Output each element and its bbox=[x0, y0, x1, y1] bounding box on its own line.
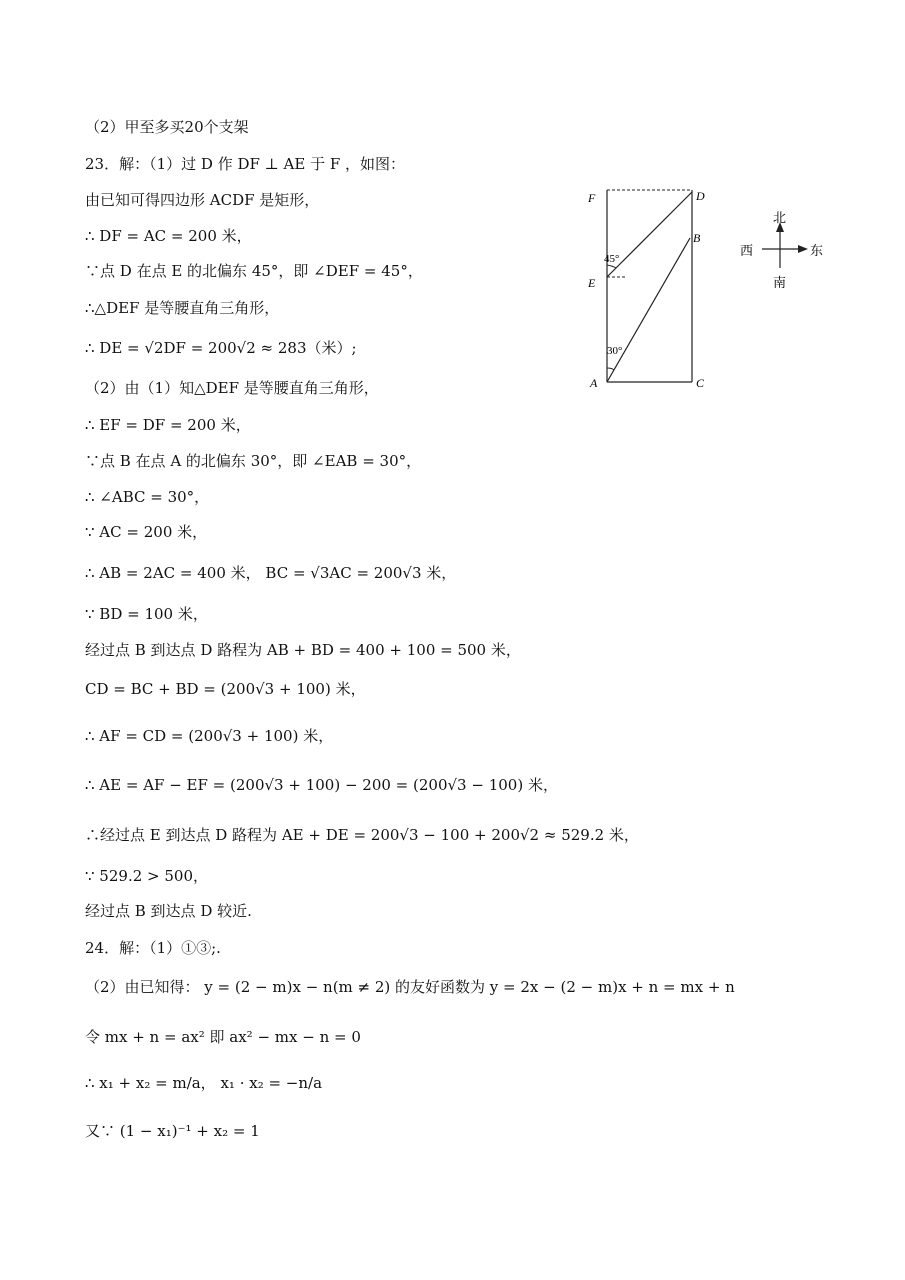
segment-ed bbox=[607, 192, 692, 277]
text-line: （2）由（1）知△DEF 是等腰直角三角形， bbox=[85, 379, 379, 397]
label-d: D bbox=[696, 189, 705, 203]
text-line: 经过点 B 到达点 D 路程为 AB + BD = 400 + 100 = 500 米， bbox=[85, 641, 521, 659]
text-line: 经过点 B 到达点 D 较近. bbox=[85, 902, 252, 920]
label-a: A bbox=[590, 376, 598, 390]
text-line: 由已知可得四边形 ACDF 是矩形， bbox=[85, 191, 320, 209]
angle-arc-a bbox=[607, 368, 614, 370]
compass-north: 北 bbox=[773, 210, 787, 225]
angle-arc-e bbox=[607, 265, 616, 268]
text-line: ∴ AB = 2AC = 400 米， BC = √3AC = 200√3 米， bbox=[85, 564, 457, 582]
text-line: ∴ DE = √2DF = 200√2 ≈ 283（米）; bbox=[85, 339, 357, 357]
text-line: 23．解：（1）过 D 作 DF ⊥ AE 于 F ，如图： bbox=[85, 155, 406, 173]
text-line: ∴△DEF 是等腰直角三角形， bbox=[85, 299, 280, 317]
label-angle-30: 30° bbox=[607, 345, 623, 357]
compass-rose bbox=[736, 210, 826, 290]
text-line: ∵ AC = 200 米， bbox=[85, 523, 208, 541]
label-e: E bbox=[588, 276, 596, 290]
label-c: C bbox=[696, 376, 705, 390]
text-line: 令 mx + n = ax² 即 ax² − mx − n = 0 bbox=[85, 1028, 361, 1046]
text-line: （2）由已知得： y = (2 − m)x − n(m ≠ 2) 的友好函数为 y = 2x − (2 − m)x + n = mx + n bbox=[85, 978, 735, 996]
label-b: B bbox=[693, 231, 701, 245]
text-line: ∵ 529.2 > 500， bbox=[85, 867, 208, 885]
text-line: ∵ BD = 100 米， bbox=[85, 605, 208, 623]
text-line: ∵点 D 在点 E 的北偏东 45°，即 ∠DEF = 45°， bbox=[85, 262, 423, 280]
text-line: ∴ DF = AC = 200 米， bbox=[85, 227, 252, 245]
label-angle-45: 45° bbox=[604, 253, 620, 265]
text-line: ∴ ∠ABC = 30°， bbox=[85, 488, 210, 506]
text-line: 24．解：（1）①③;. bbox=[85, 939, 221, 957]
text-line: CD = BC + BD = (200√3 + 100) 米， bbox=[85, 680, 366, 698]
text-line: ∴ AF = CD = (200√3 + 100) 米， bbox=[85, 727, 334, 745]
east-arrow-icon bbox=[798, 245, 808, 253]
compass-east: 东 bbox=[810, 243, 824, 258]
segment-ab bbox=[607, 238, 690, 382]
text-line: ∴ AE = AF − EF = (200√3 + 100) − 200 = (200√3 − 100) 米， bbox=[85, 776, 558, 794]
text-line: ∴ EF = DF = 200 米， bbox=[85, 416, 251, 434]
text-line: ∴ x₁ + x₂ = m/a， x₁ · x₂ = −n/a bbox=[85, 1074, 323, 1092]
text-line: 又∵ (1 − x₁)⁻¹ + x₂ = 1 bbox=[85, 1122, 260, 1140]
compass-west: 西 bbox=[740, 243, 754, 258]
text-line: ∴经过点 E 到达点 D 路程为 AE + DE = 200√3 − 100 + 200√2 ≈ 529.2 米， bbox=[85, 826, 639, 844]
label-f: F bbox=[588, 191, 596, 205]
text-line: （2）甲至多买20个支架 bbox=[85, 118, 249, 136]
text-line: ∵点 B 在点 A 的北偏东 30°，即 ∠EAB = 30°， bbox=[85, 452, 422, 470]
geometry-figure bbox=[580, 180, 720, 395]
compass-south: 南 bbox=[773, 275, 787, 290]
